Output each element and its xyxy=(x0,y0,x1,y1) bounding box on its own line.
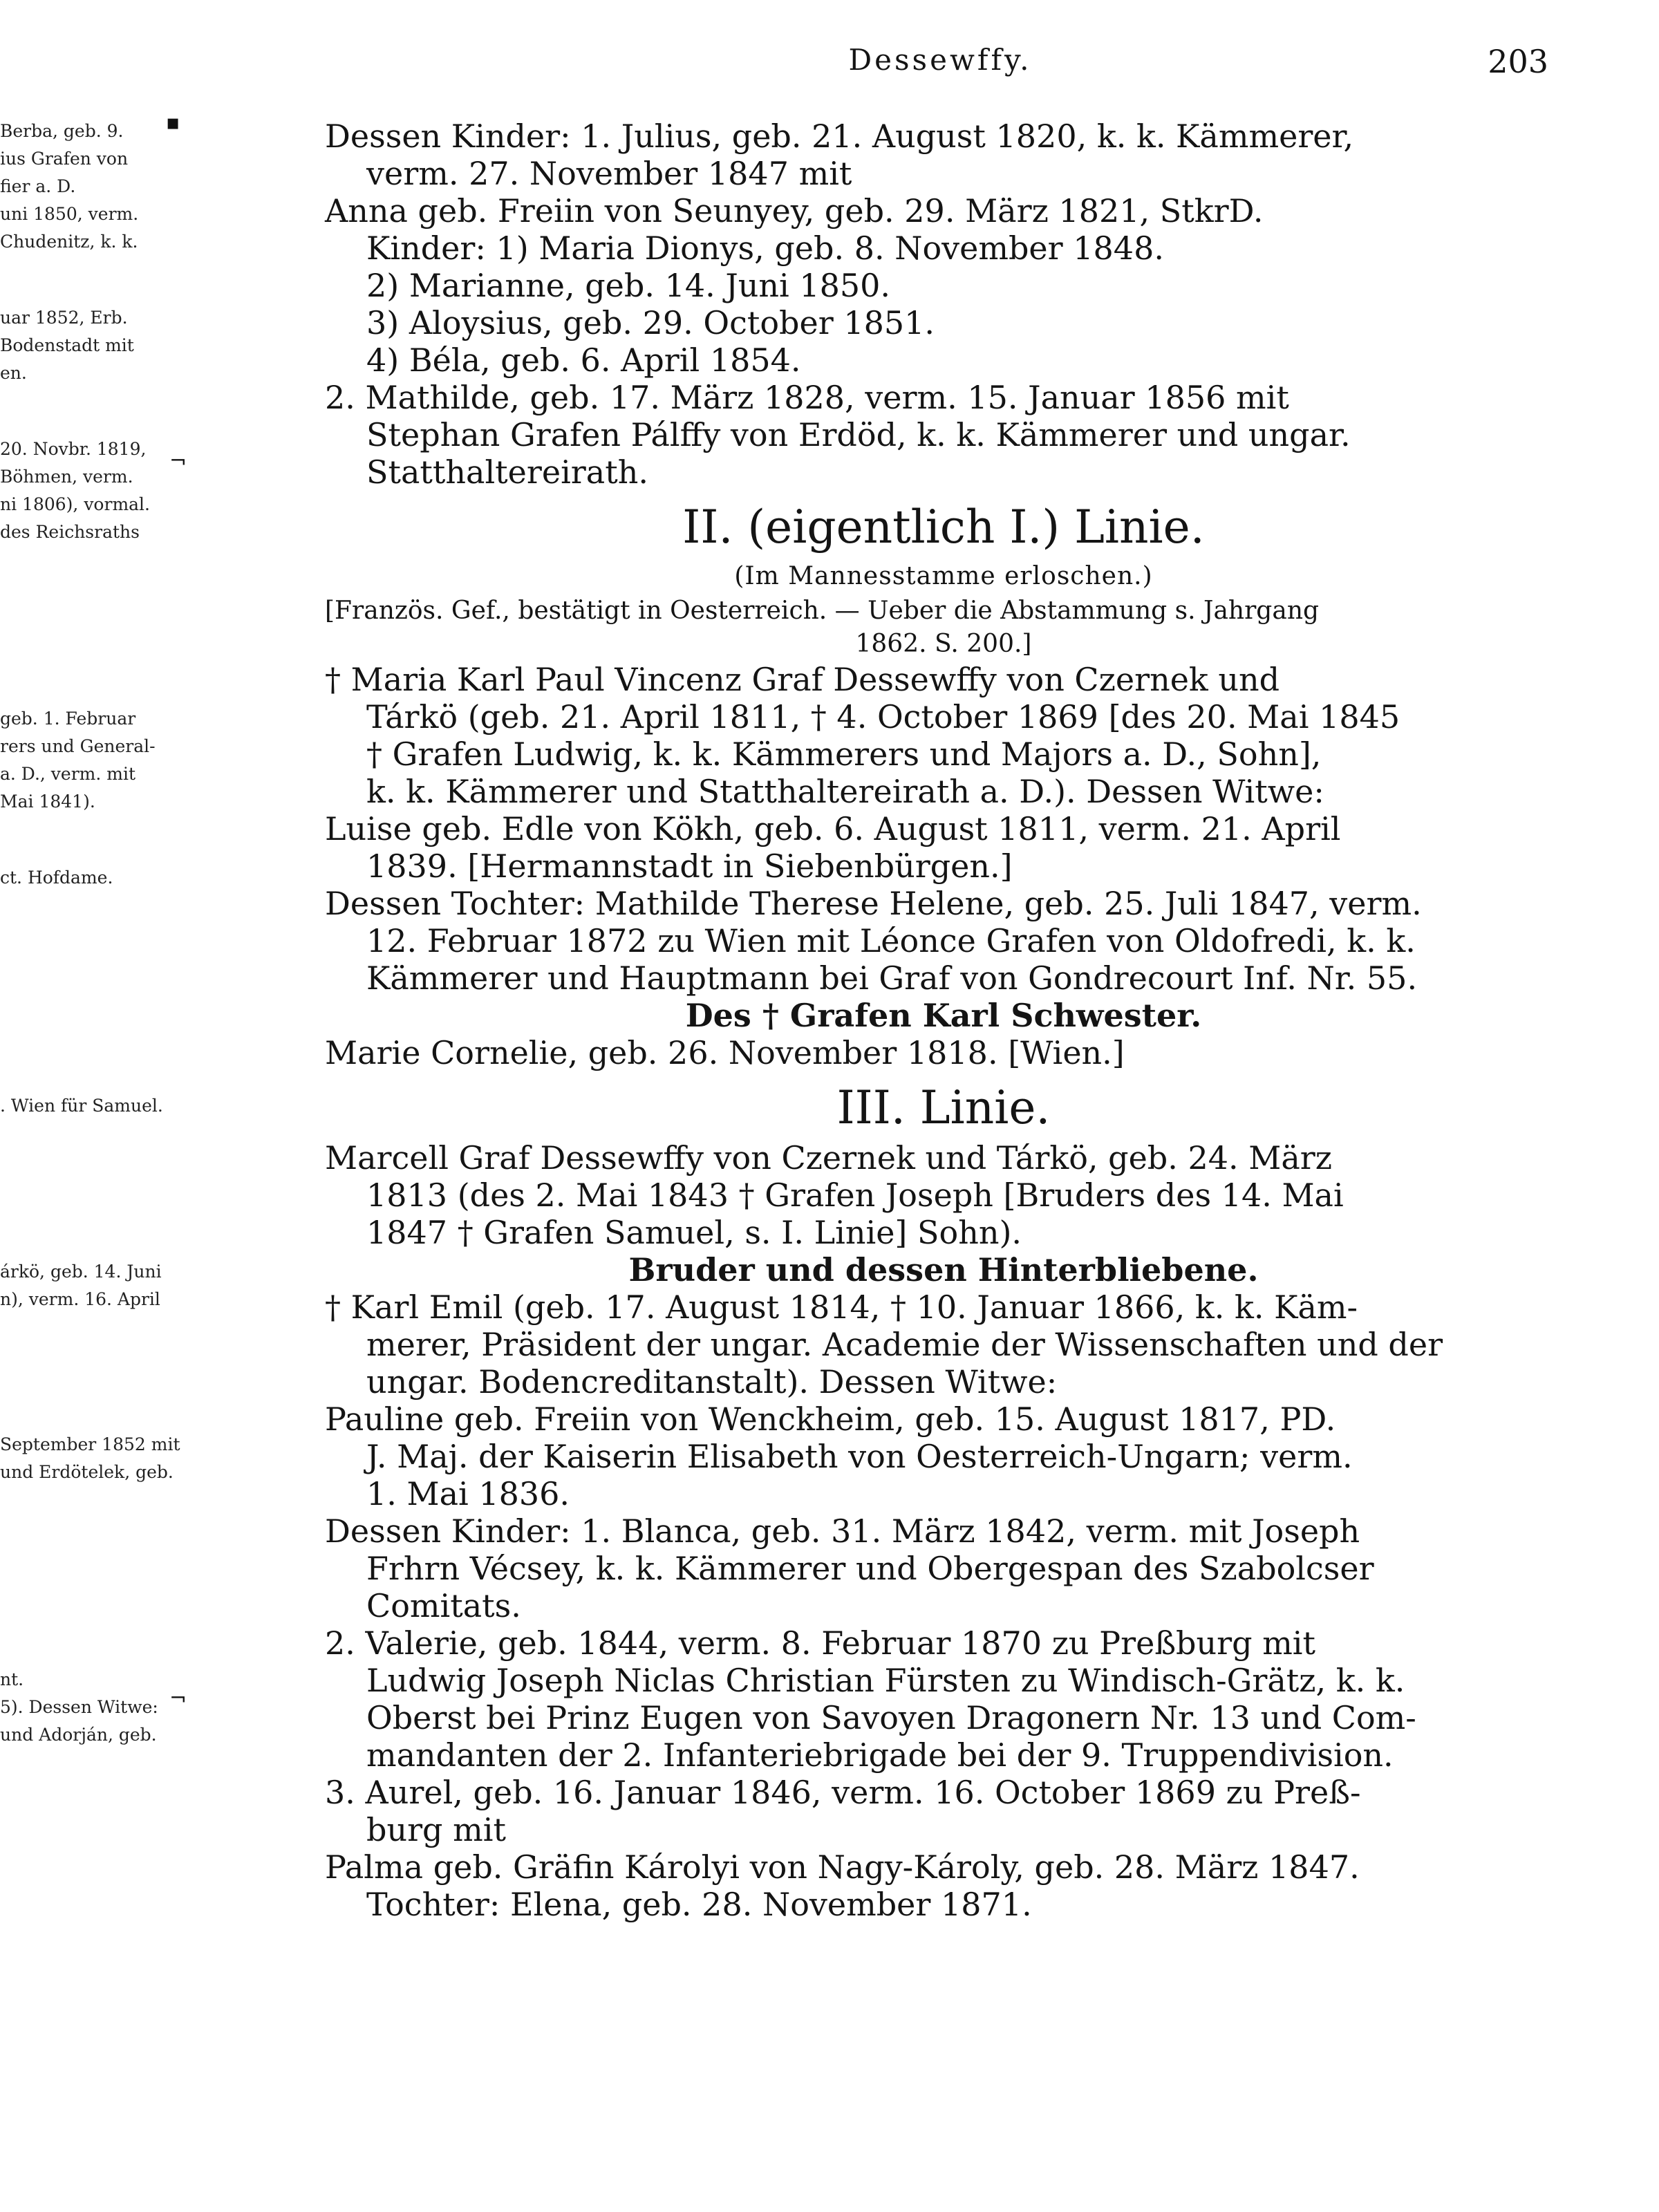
entry-marcell xyxy=(325,1139,1562,1251)
scan-mark: ¬ xyxy=(169,1687,187,1711)
bracket-note xyxy=(325,594,1562,661)
text-line: 2. Mathilde, geb. 17. März 1828, verm. 15. Januar 1856 mit xyxy=(325,379,1289,416)
margin-fragment: . Wien für Samuel. xyxy=(0,1096,163,1116)
text-line: Marcell Graf Dessewffy von Czernek und Tárkö, geb. 24. März xyxy=(325,1139,1333,1177)
text-line: Anna geb. Freiin von Seunyey, geb. 29. März 1821, StkrD. xyxy=(325,192,1264,229)
margin-fragment: árkö, geb. 14. Juni n), verm. 16. April xyxy=(0,1262,162,1309)
text-line: Palma geb. Gräfin Károlyi von Nagy-Károly, geb. 28. März 1847. xyxy=(325,1848,1360,1886)
text-line: Stephan Grafen Pálffy von Erdöd, k. k. Kämmerer und ungar. xyxy=(366,416,1351,453)
entry-marie-cornelie xyxy=(325,1034,1562,1071)
margin-fragment: September 1852 mit und Erdötelek, geb. xyxy=(0,1434,180,1482)
entry-valerie xyxy=(325,1624,1562,1774)
text-line: 1847 † Grafen Samuel, s. I. Linie] Sohn). xyxy=(366,1214,1022,1251)
entry-julius-family xyxy=(325,118,1562,379)
section-note: (Im Mannesstamme erloschen.) xyxy=(734,562,1153,590)
text-line: Dessen Kinder: 1. Blanca, geb. 31. März 1842, verm. mit Joseph xyxy=(325,1512,1360,1550)
text-line: [Französ. Gef., bestätigt in Oesterreich. — Ueber die Abstammung s. Jahrgang xyxy=(325,597,1320,625)
text-line: † Maria Karl Paul Vincenz Graf Dessewffy von Czernek und xyxy=(325,661,1280,698)
text-line: ungar. Bodencreditanstalt). Dessen Witwe: xyxy=(366,1363,1058,1400)
entry-aurel xyxy=(325,1774,1562,1848)
scan-mark: ¬ xyxy=(169,449,187,474)
text-line: Dessen Kinder: 1. Julius, geb. 21. August 1820, k. k. Kämmerer, xyxy=(325,118,1354,155)
text-line: 2) Marianne, geb. 14. Juni 1850. xyxy=(366,267,891,304)
entry-mathilde xyxy=(325,379,1562,491)
text-line: Marie Cornelie, geb. 26. November 1818. [Wien.] xyxy=(325,1034,1125,1071)
page-number: 203 xyxy=(1488,43,1548,80)
text-line: 2. Valerie, geb. 1844, verm. 8. Februar 1870 zu Preßburg mit xyxy=(325,1624,1316,1662)
entry-blanca xyxy=(325,1512,1562,1624)
margin-fragment: geb. 1. Februar rers und General- a. D., verm. mit Mai 1841). xyxy=(0,709,156,812)
entry-luise xyxy=(325,810,1562,885)
text-line: Pauline geb. Freiin von Wenckheim, geb. 15. August 1817, PD. xyxy=(325,1400,1336,1438)
text-line: Dessen Tochter: Mathilde Therese Helene, geb. 25. Juli 1847, verm. xyxy=(325,885,1422,922)
text-line: Luise geb. Edle von Kökh, geb. 6. August 1811, verm. 21. April xyxy=(325,810,1341,847)
facing-page-margin xyxy=(0,118,180,1749)
margin-fragment: 20. Novbr. 1819, Böhmen, verm. ni 1806), vormal. des Reichsraths xyxy=(0,439,150,542)
section-title: II. (eigentlich I.) Linie. xyxy=(682,500,1205,554)
text-line: 1. Mai 1836. xyxy=(366,1475,570,1512)
text-line: 1839. [Hermannstadt in Siebenbürgen.] xyxy=(366,847,1013,885)
margin-fragment: Berba, geb. 9. ius Grafen von fier a. D. uni 1850, verm. Chudenitz, k. k. xyxy=(0,121,139,252)
page-body xyxy=(325,118,1562,1923)
text-line: 4) Béla, geb. 6. April 1854. xyxy=(366,341,801,379)
text-line: merer, Präsident der ungar. Academie der Wissenschaften und der xyxy=(366,1326,1443,1363)
text-line: 1862. S. 200.] xyxy=(855,630,1032,658)
text-line: Frhrn Vécsey, k. k. Kämmerer und Obergespan des Szabolcser xyxy=(366,1550,1374,1587)
entry-maria-karl xyxy=(325,661,1562,810)
text-line: k. k. Kämmerer und Statthaltereirath a. D.). Dessen Witwe: xyxy=(366,773,1324,810)
section-title: III. Linie. xyxy=(836,1081,1051,1134)
entry-karl-emil xyxy=(325,1288,1562,1400)
text-line: Kämmerer und Hauptmann bei Graf von Gondrecourt Inf. Nr. 55. xyxy=(366,959,1418,997)
text-line: verm. 27. November 1847 mit xyxy=(366,155,852,192)
text-line: Kinder: 1) Maria Dionys, geb. 8. November 1848. xyxy=(366,229,1164,267)
text-line: 3) Aloysius, geb. 29. October 1851. xyxy=(366,304,935,341)
text-line: J. Maj. der Kaiserin Elisabeth von Oesterreich-Ungarn; verm. xyxy=(366,1438,1353,1475)
subheading: Bruder und dessen Hinterbliebene. xyxy=(628,1251,1259,1288)
margin-fragment: nt. 5). Dessen Witwe: und Adorján, geb. xyxy=(0,1669,158,1745)
entry-pauline xyxy=(325,1400,1562,1512)
entry-palma xyxy=(325,1848,1562,1923)
entry-daughter xyxy=(325,885,1562,997)
text-line: † Karl Emil (geb. 17. August 1814, † 10. Januar 1866, k. k. Käm- xyxy=(325,1288,1358,1326)
margin-fragment: uar 1852, Erb. Bodenstadt mit en. xyxy=(0,308,134,383)
text-line: Statthaltereirath. xyxy=(366,453,648,491)
text-line: 1813 (des 2. Mai 1843 † Grafen Joseph [Bruders des 14. Mai xyxy=(366,1177,1344,1214)
text-line: Tárkö (geb. 21. April 1811, † 4. October 1869 [des 20. Mai 1845 xyxy=(366,698,1400,735)
subheading: Des † Grafen Karl Schwester. xyxy=(685,997,1202,1034)
text-line: † Grafen Ludwig, k. k. Kämmerers und Majors a. D., Sohn], xyxy=(366,735,1322,773)
text-line: Oberst bei Prinz Eugen von Savoyen Dragonern Nr. 13 und Com- xyxy=(366,1699,1416,1736)
text-line: burg mit xyxy=(366,1811,506,1848)
text-line: Comitats. xyxy=(366,1587,521,1624)
text-line: mandanten der 2. Infanteriebrigade bei der 9. Truppendivision. xyxy=(366,1736,1394,1774)
scan-mark: ▪ xyxy=(166,111,180,135)
page-header xyxy=(332,43,1548,98)
running-head: Dessewffy. xyxy=(848,43,1032,77)
text-line: 12. Februar 1872 zu Wien mit Léonce Grafen von Oldofredi, k. k. xyxy=(366,922,1416,959)
text-line: Tochter: Elena, geb. 28. November 1871. xyxy=(366,1886,1032,1923)
margin-fragment: ct. Hofdame. xyxy=(0,868,113,888)
text-line: 3. Aurel, geb. 16. Januar 1846, verm. 16. October 1869 zu Preß- xyxy=(325,1774,1361,1811)
text-line: Ludwig Joseph Niclas Christian Fürsten zu Windisch-Grätz, k. k. xyxy=(366,1662,1405,1699)
